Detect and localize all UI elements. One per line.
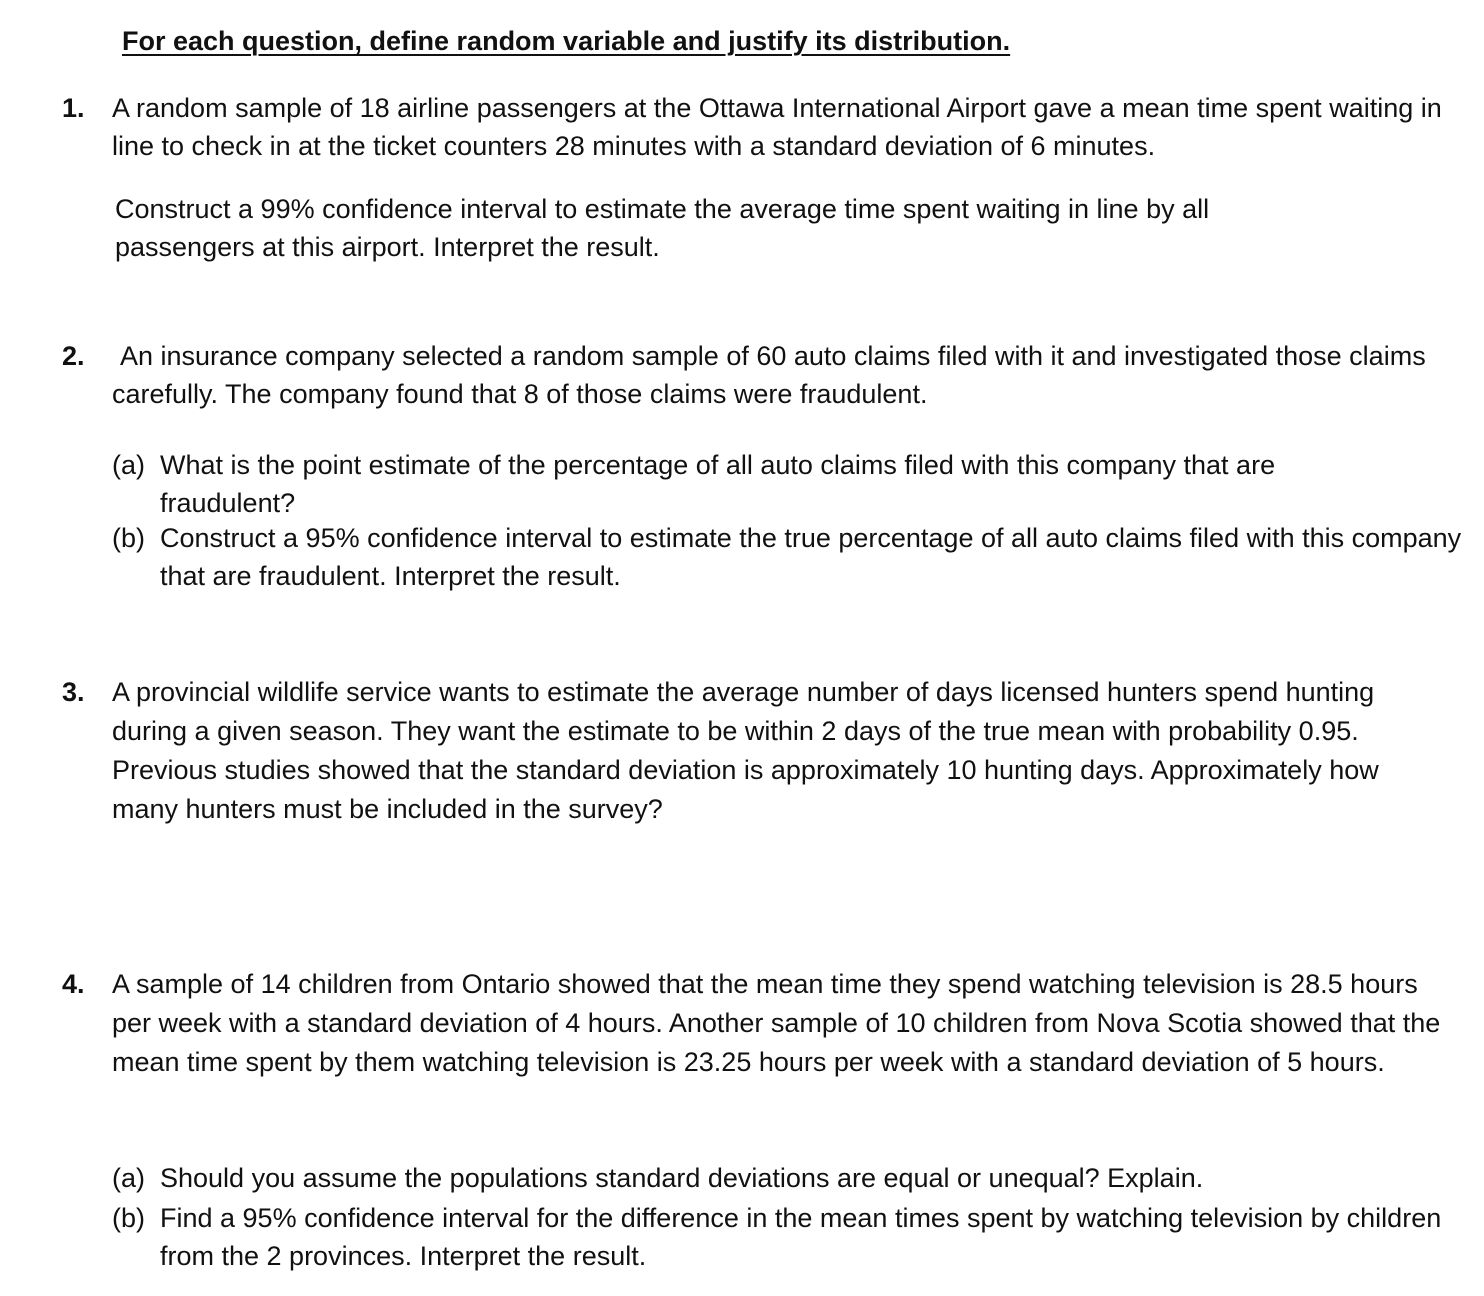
question-number: 3. bbox=[62, 677, 85, 707]
page-title: For each question, define random variable and justify its distribution. bbox=[122, 26, 1011, 56]
question-number: 4. bbox=[62, 969, 85, 999]
part-label: (b) bbox=[112, 1203, 145, 1233]
part-text: What is the point estimate of the percentage of all auto claims filed with this company that are fraudulent? bbox=[160, 450, 1276, 518]
question-text-content: An insurance company selected a random sample of 60 auto claims filed with it and investigated those claims carefully. The company found that 8 of those claims were fraudulent. bbox=[112, 341, 1426, 409]
question-text: A sample of 14 children from Ontario showed that the mean time they spend watching television is 28.5 hours per week with a standard deviation of 4 hours. Another sample of 10 children from Nova Scotia showed that the mean time spent by them watching television is 23.25 hours per week with a standard deviation of 5 hours. bbox=[112, 969, 1441, 1077]
part-text: Should you assume the populations standard deviations are equal or unequal? Explain. bbox=[160, 1163, 1204, 1193]
question-text: A random sample of 18 airline passengers at the Ottawa International Airport gave a mean time spent waiting in line to check in at the ticket counters 28 minutes with a standard deviation of 6 minutes. bbox=[112, 93, 1442, 161]
part-label: (a) bbox=[112, 1163, 145, 1193]
question-number: 1. bbox=[62, 93, 85, 123]
question-text bbox=[112, 337, 1462, 413]
question-1-task: Construct a 99% confidence interval to estimate the average time spent waiting in line by all passengers at this airport. Interpret the result. bbox=[115, 194, 1210, 262]
question-text: A provincial wildlife service wants to estimate the average number of days licensed hunters spend hunting during a given season. They want the estimate to be within 2 days of the true mean with probability 0.95. Previous studies showed that the standard deviation is approximately 10 hunting days. Approximately how many hunters must be included in the survey? bbox=[112, 677, 1379, 824]
part-text: Find a 95% confidence interval for the difference in the mean times spent by watching television by children from the 2 provinces. Interpret the result. bbox=[160, 1203, 1442, 1271]
part-text: Construct a 95% confidence interval to estimate the true percentage of all auto claims filed with this company that are fraudulent. Interpret the result. bbox=[160, 523, 1462, 591]
question-number: 2. bbox=[62, 341, 85, 371]
part-label: (a) bbox=[112, 450, 145, 480]
part-label: (b) bbox=[112, 523, 145, 553]
